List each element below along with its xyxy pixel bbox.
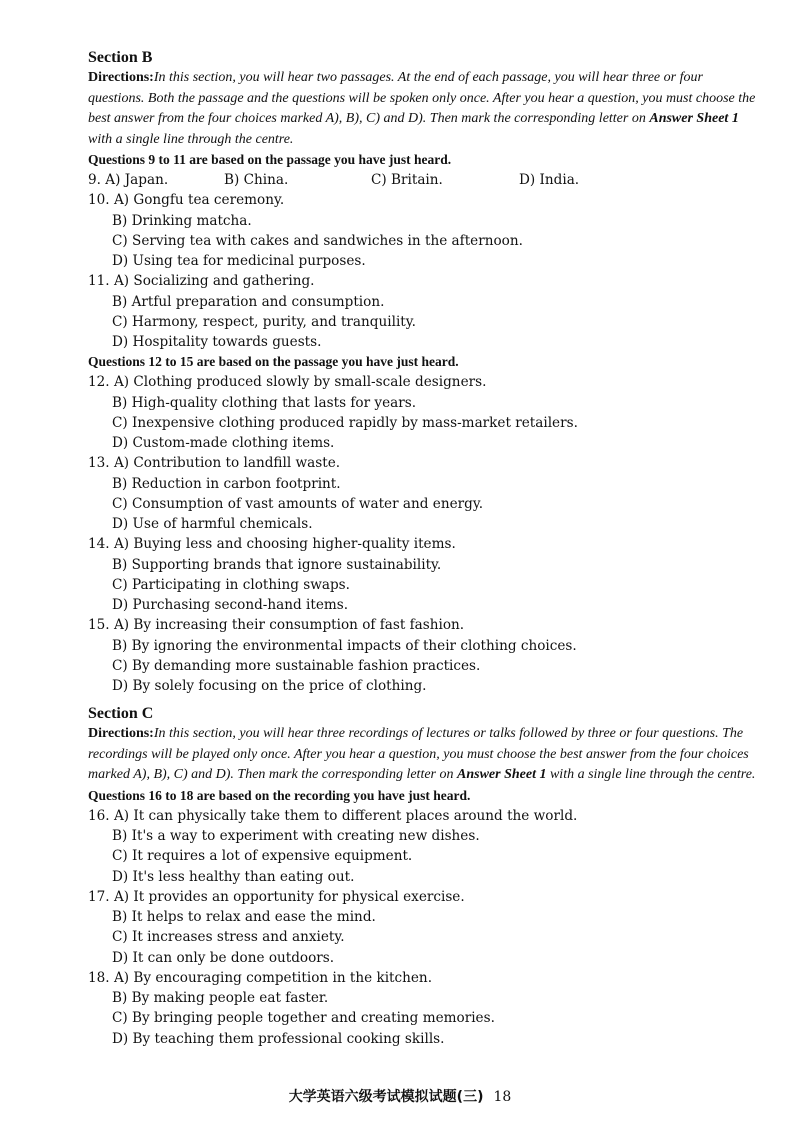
question-option: 12. A) Clothing produced slowly by small-scale designers. xyxy=(88,374,487,391)
question-group-heading: Questions 16 to 18 are based on the recording you have just heard. xyxy=(88,787,471,803)
question-17 xyxy=(88,887,760,968)
section-c-directions xyxy=(88,724,760,786)
question-option: B) China. xyxy=(224,172,289,188)
question-option: 17. A) It provides an opportunity for physical exercise. xyxy=(88,888,465,905)
question-15 xyxy=(88,615,760,696)
answer-sheet-ref: Answer Sheet 1 xyxy=(649,111,739,126)
question-option: C) Inexpensive clothing produced rapidly by mass-market retailers. xyxy=(112,414,578,431)
page-number: 18 xyxy=(493,1089,512,1105)
question-16 xyxy=(88,806,760,887)
question-option: D) By solely focusing on the price of clothing. xyxy=(112,678,427,694)
question-option: B) It helps to relax and ease the mind. xyxy=(112,909,376,925)
answer-sheet-ref: Answer Sheet 1 xyxy=(457,767,547,783)
question-option: C) Harmony, respect, purity, and tranquility. xyxy=(112,313,416,330)
directions-text: In this section, you will hear three recordings of lectures or talks followed by three or four questions. The recordings will be played only once. After you hear a question, you must choose the best answer from the four choices marked A), B), C) and D). Then mark the corresponding letter on xyxy=(88,726,749,783)
directions-text-end: with a single line through the centre. xyxy=(546,767,756,783)
directions-text-end: with a single line through the centre. xyxy=(88,131,294,147)
page-footer xyxy=(0,1086,800,1106)
question-option: 14. A) Buying less and choosing higher-quality items. xyxy=(88,536,456,553)
question-option: B) It's a way to experiment with creating new dishes. xyxy=(112,828,480,844)
question-option: B) Drinking matcha. xyxy=(112,212,252,229)
question-option: D) Custom-made clothing items. xyxy=(112,435,335,451)
exam-page xyxy=(88,48,760,1049)
question-option: 18. A) By encouraging competition in the kitchen. xyxy=(88,969,433,986)
question-group-heading: Questions 12 to 15 are based on the passage you have just heard. xyxy=(88,354,459,370)
question-12 xyxy=(88,372,760,453)
question-option: C) It requires a lot of expensive equipment. xyxy=(112,848,413,865)
question-option: C) Serving tea with cakes and sandwiches in the afternoon. xyxy=(112,232,523,249)
question-option: D) Use of harmful chemicals. xyxy=(112,516,313,532)
question-option: C) It increases stress and anxiety. xyxy=(112,929,345,946)
question-option: D) It's less healthy than eating out. xyxy=(112,868,355,885)
question-18 xyxy=(88,968,760,1049)
directions-text: In this section, you will hear two passages. At the end of each passage, you will hear three or four questions. Both the passage and the questions will be spoken only once. After you hear a question, you must choose the best answer from the four choices marked A), B), C) and D). Then mark the corresponding letter on xyxy=(88,70,756,126)
question-option: B) By ignoring the environmental impacts of their clothing choices. xyxy=(112,637,577,654)
question-option: B) High-quality clothing that lasts for years. xyxy=(112,394,417,411)
directions-label: Directions: xyxy=(88,726,154,742)
question-option: 11. A) Socializing and gathering. xyxy=(88,273,315,290)
question-option: D) By teaching them professional cooking skills. xyxy=(112,1030,445,1047)
question-14 xyxy=(88,534,760,615)
question-option: 13. A) Contribution to landfill waste. xyxy=(88,455,341,472)
question-option: B) Supporting brands that ignore sustainability. xyxy=(112,556,442,573)
question-group-heading: Questions 9 to 11 are based on the passage you have just heard. xyxy=(88,152,452,167)
question-option: 15. A) By increasing their consumption of fast fashion. xyxy=(88,617,465,634)
question-option: D) It can only be done outdoors. xyxy=(112,949,335,966)
question-option: 16. A) It can physically take them to different places around the world. xyxy=(88,807,578,824)
question-option: C) By bringing people together and creating memories. xyxy=(112,1010,495,1027)
question-option: B) Artful preparation and consumption. xyxy=(112,293,385,310)
question-option: B) By making people eat faster. xyxy=(112,990,329,1006)
section-b-title: Section B xyxy=(88,49,153,66)
question-option: D) Hospitality towards guests. xyxy=(112,334,322,350)
question-9 xyxy=(88,170,760,190)
section-c-title: Section C xyxy=(88,705,154,723)
question-10 xyxy=(88,190,760,271)
exam-title: 大学英语六级考试模拟试题(三) xyxy=(288,1089,484,1105)
question-13 xyxy=(88,453,760,534)
question-option: D) India. xyxy=(519,172,580,188)
question-11 xyxy=(88,271,760,352)
question-option: C) By demanding more sustainable fashion practices. xyxy=(112,657,481,674)
question-option: C) Participating in clothing swaps. xyxy=(112,576,350,593)
question-option: D) Using tea for medicinal purposes. xyxy=(112,253,366,269)
question-option: C) Britain. xyxy=(371,172,443,188)
directions-label: Directions: xyxy=(88,70,154,85)
question-option: 10. A) Gongfu tea ceremony. xyxy=(88,192,285,209)
question-option: B) Reduction in carbon footprint. xyxy=(112,475,341,492)
question-option: C) Consumption of vast amounts of water and energy. xyxy=(112,495,484,512)
question-option: 9. A) Japan. xyxy=(88,172,169,188)
question-option: D) Purchasing second-hand items. xyxy=(112,597,349,613)
section-b-directions xyxy=(88,68,760,150)
